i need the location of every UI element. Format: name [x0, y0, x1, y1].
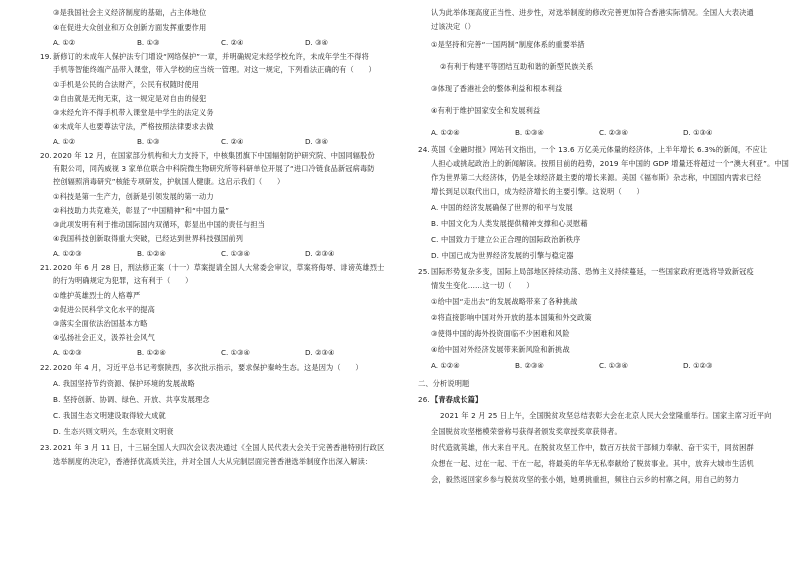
paragraph-line: 时代造就英雄，伟大来自平凡。在脱贫攻坚工作中，数百万扶贫干部倾力奉献、奋干实干，同贫困群 — [431, 443, 754, 452]
paragraph-line: 2021 年 2 月 25 日上午，全国脱贫攻坚总结表彰大会在北京人民大会堂隆重举行。国家主席习近平向 — [440, 411, 772, 420]
option-a: A. ①② — [53, 38, 76, 47]
answer-item: ②有利于构建平等团结互助和谐的新型民族关系 — [440, 62, 594, 71]
question-stem: 2020 年 4 月，习近平总书记考察陕西，多次批示指示，要求保护秦岭生态。这是因为（ ） — [53, 363, 363, 372]
option-c: C. ①③④ — [221, 249, 250, 258]
question-stem: 有限公司，同芮威视 3 家单位联合中科院微生物研究所等科研单位开展了“进口冷链食品新冠病毒防 — [53, 164, 375, 173]
answer-item: ③使得中国的海外投资面临不少困难和风险 — [431, 329, 570, 338]
question-number: 26. — [418, 395, 430, 404]
answer-item: ④有利于维护国家安全和发展利益 — [431, 106, 541, 115]
question-number: 22. — [40, 363, 52, 372]
paragraph-line: 众想在一起、过在一起、干在一起，将最美的年华无私奉献给了脱贫事业。其中，放弃大城市生活机 — [431, 459, 754, 468]
option-b: B. ①③ — [137, 137, 160, 146]
question-number: 20. — [40, 151, 52, 160]
answer-item: ④在促进大众创业和万众创新方面发挥重要作用 — [53, 23, 207, 32]
question-stem: 2021 年 3 月 11 日，十三届全国人大四次会议表决通过《全国人民代表大会关于完善香港特别行政区 — [53, 443, 385, 452]
option-a: A. ①② — [53, 137, 76, 146]
answer-item: A. 我国坚持节约资源、保护环境的发展战略 — [53, 379, 195, 388]
question-stem: 的行为明确规定为犯罪，这有利于（ ） — [53, 276, 193, 285]
answer-item: ①手机是公民的合法财产，公民有权随时使用 — [53, 80, 200, 89]
answer-item: ①是坚持和完善“一国两制”制度体系的重要举措 — [431, 40, 585, 49]
option-b: B. ②③④ — [515, 361, 544, 370]
question-number: 24. — [418, 145, 430, 154]
option-a: A. ①②④ — [431, 361, 460, 370]
option-a: A. ①②③ — [53, 249, 82, 258]
answer-item: ③落实全面依法治国基本方略 — [53, 319, 148, 328]
paragraph-line: 全国脱贫攻坚楷模荣誉称号获得者颁发奖章授奖章获得者。 — [431, 427, 622, 436]
question-stem: 人担心或挑起政治上的新闻解读。按照目前的趋势，2019 年中国的 GDP 增量还将超过一个“澳大利亚”。中国 — [431, 159, 790, 168]
answer-item: ①给中国“走出去”的发展战略带来了各种挑战 — [431, 297, 578, 306]
section-heading: 二、分析说明题 — [418, 379, 470, 388]
answer-item: B. 中国文化为人类发展提供精神支撑和心灵慰藉 — [431, 219, 588, 228]
answer-item: D. 生态兴则文明兴，生态衰则文明衰 — [53, 427, 174, 436]
option-c: C. ②④ — [221, 137, 244, 146]
option-b: B. ①②④ — [137, 249, 166, 258]
answer-item: ①科技是第一生产力，创新是引领发展的第一动力 — [53, 192, 214, 201]
question-tag: 【青春成长篇】 — [431, 395, 483, 404]
answer-item: ②促进公民科学文化水平的提高 — [53, 305, 155, 314]
answer-item: B. 坚持创新、协调、绿色、开放、共享发展理念 — [53, 395, 210, 404]
question-number: 19. — [40, 52, 52, 61]
option-a: A. ①②③ — [53, 348, 82, 357]
question-stem: 控创辐照消毒研究”核能专项研发，护航国人健康。这启示我们（ ） — [53, 177, 285, 186]
answer-item: ③此项发明有利于推动国际国内双循环，彰显出中国的责任与担当 — [53, 220, 266, 229]
question-stem: 选举制度的决定》，香港择优高质关注，并对全国人大从完制层面完善香港选举制度作出深入解读： — [53, 457, 373, 466]
option-d: D. ①③④ — [683, 128, 713, 137]
option-d: D. ③④ — [305, 137, 328, 146]
answer-item: ③是我国社会主义经济制度的基础，占主体地位 — [53, 8, 207, 17]
option-d: D. ②③④ — [305, 249, 335, 258]
answer-item: ④弘扬社会正义，汲养社会风气 — [53, 333, 155, 342]
answer-item: ④我国科技创新取得重大突破，已经达到世界科技强国前列 — [53, 234, 244, 243]
answer-item: ②科技助力共克难关，彰显了“中国精神”和“中国力量” — [53, 206, 230, 215]
option-d: D. ①②③ — [683, 361, 713, 370]
answer-item: C. 我国生态文明建设取得较大成就 — [53, 411, 166, 420]
question-stem: 2020 年 12 月，在国家部分机构和大力支持下，中核集团旗下中国辐射防护研究院、中国同辐股份 — [53, 151, 375, 160]
option-c: C. ②③④ — [599, 128, 628, 137]
question-number: 23. — [40, 443, 52, 452]
paragraph-line: 会，毅然返回家乡参与脱贫攻坚的张小娟，她勇挑重担，频往白云乡的村寨之间，用自己的努力 — [431, 475, 740, 484]
option-c: C. ①③④ — [221, 348, 250, 357]
question-stem: 增长到足以取代出口，成为经济增长的主要引擎。这说明（ ） — [431, 187, 644, 196]
option-c: C. ①③④ — [599, 361, 628, 370]
option-d: D. ②③④ — [305, 348, 335, 357]
question-stem: 作为世界第二大经济体，仍是全球经济最主要的增长来源。美国《福布斯》杂志称，中国国内需求已经 — [431, 173, 762, 182]
question-stem: 英国《金融时报》网站刊文指出，一个 13.6 万亿美元体量的经济体，上半年增长 6.3%的新闻，不应让 — [431, 145, 768, 154]
answer-item: ③体现了香港社会的整体利益和根本利益 — [431, 84, 563, 93]
answer-item: ②自由就是无拘无束，这一规定是对自由的侵犯 — [53, 94, 207, 103]
question-stem: 过该决定（） — [431, 22, 476, 31]
answer-item: ④未成年人也要尊法守法，严格按照法律要求去做 — [53, 122, 214, 131]
answer-item: ②将直接影响中国对外开放的基本国策和外交政策 — [431, 313, 592, 322]
option-d: D. ③④ — [305, 38, 328, 47]
answer-item: C. 中国致力于建立公正合理的国际政治新秩序 — [431, 235, 581, 244]
question-stem: 认为此举体现高度正当性、进步性，对选举制度的修改完善更加符合香港实际情况。全国人大表决通 — [431, 8, 754, 17]
option-c: C. ②④ — [221, 38, 244, 47]
question-stem: 国际形势复杂多变，国际上局部地区持续动荡、恐怖主义持续蔓延，一些国家政府更选将导致新冠疫 — [431, 267, 754, 276]
question-stem: 情发生变化……这一切（ ） — [431, 281, 534, 290]
answer-item: ①维护英雄烈士的人格尊严 — [53, 291, 141, 300]
question-number: 21. — [40, 263, 52, 272]
answer-item: D. 中国已成为世界经济发展的引擎与稳定器 — [431, 251, 574, 260]
answer-item: A. 中国的经济发展确保了世界的和平与发展 — [431, 203, 573, 212]
answer-item: ③未经允许不得手机带入课堂是中学生的法定义务 — [53, 108, 214, 117]
option-b: B. ①③ — [137, 38, 160, 47]
question-number: 25. — [418, 267, 430, 276]
option-b: B. ①②④ — [137, 348, 166, 357]
question-stem: 新修订的未成年人保护法专门增设“网络保护”一章，并明确规定未经学校允许，未成年学生不得将 — [53, 52, 369, 61]
option-a: A. ①②④ — [431, 128, 460, 137]
option-b: B. ①③④ — [515, 128, 544, 137]
question-stem: 2020 年 6 月 28 日，刑法修正案（十一）草案提请全国人大常委会审议，草案将侮辱、诽谤英雄烈士 — [53, 263, 385, 272]
question-stem: 手机等智能终端产品带入课堂，带入学校的应当统一管理。对这一规定，下列看法正确的有（ ） — [53, 65, 376, 74]
answer-item: ④给中国对外经济发展带来新风险和新挑战 — [431, 345, 570, 354]
